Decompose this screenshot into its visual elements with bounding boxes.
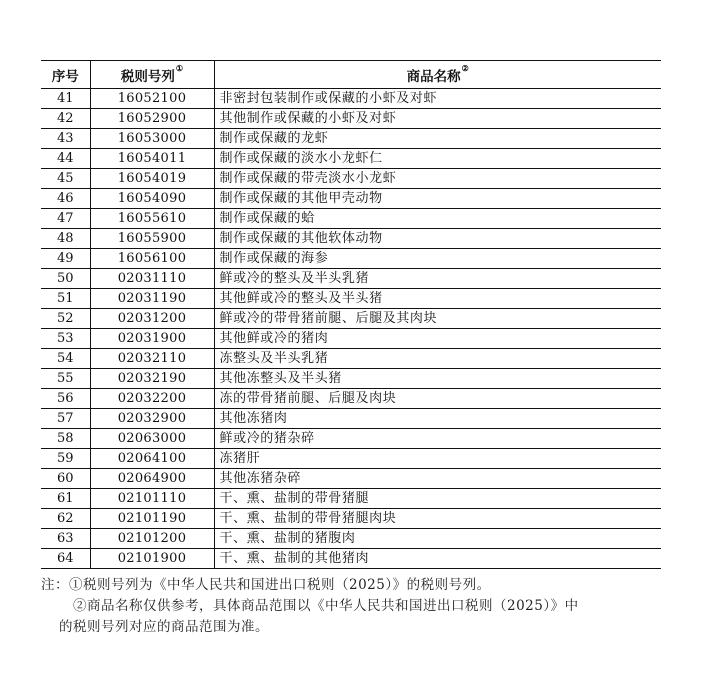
- footnote-marker-2: ②: [461, 62, 469, 73]
- footnote-2: ②商品名称仅供参考，具体商品范围以《中华人民共和国进出口税则（2025）》中: [73, 598, 579, 614]
- serial-number-cell: 64: [41, 549, 90, 569]
- table-row: [41, 369, 661, 389]
- serial-number-cell: 43: [41, 129, 90, 149]
- tariff-code-cell: 16055610: [90, 209, 214, 229]
- footnote-marker-1: ①: [175, 62, 184, 73]
- product-name-cell: 制作或保藏的其他软体动物: [214, 229, 661, 249]
- serial-number-cell: 46: [41, 189, 90, 209]
- tariff-code-cell: 02064100: [90, 449, 214, 469]
- product-name-cell: 制作或保藏的淡水小龙虾仁: [214, 149, 661, 169]
- table-row: [41, 109, 661, 129]
- serial-number-cell: 57: [41, 409, 90, 429]
- product-name-cell: 制作或保藏的带壳淡水小龙虾: [214, 169, 661, 189]
- product-name-cell: 制作或保藏的蛤: [214, 209, 661, 229]
- serial-number-cell: 50: [41, 269, 90, 289]
- serial-number-cell: 54: [41, 349, 90, 369]
- serial-number-cell: 48: [41, 229, 90, 249]
- tariff-code-cell: 02101190: [90, 509, 214, 529]
- table-row: [41, 489, 661, 509]
- product-name-cell: 冻整头及半头乳猪: [214, 349, 661, 369]
- table-row: [41, 529, 661, 549]
- table-row: [41, 229, 661, 249]
- tariff-code-cell: 16053000: [90, 129, 214, 149]
- product-name-cell: 干、熏、盐制的带骨猪腿: [214, 489, 661, 509]
- table-row: [41, 309, 661, 329]
- tariff-code-cell: 02032110: [90, 349, 214, 369]
- tariff-code-cell: 02064900: [90, 469, 214, 489]
- table-row: [41, 129, 661, 149]
- serial-number-cell: 62: [41, 509, 90, 529]
- table-row: [41, 269, 661, 289]
- product-name-cell: 鲜或冷的整头及半头乳猪: [214, 269, 661, 289]
- tariff-table: [41, 60, 661, 569]
- serial-number-cell: 58: [41, 429, 90, 449]
- product-name-cell: 干、熏、盐制的其他猪肉: [214, 549, 661, 569]
- table-row: [41, 429, 661, 449]
- table-row: [41, 189, 661, 209]
- table-row: [41, 209, 661, 229]
- serial-number-cell: 41: [41, 89, 90, 109]
- table-row: [41, 389, 661, 409]
- header-product-name: 商品名称②: [214, 61, 661, 89]
- serial-number-cell: 53: [41, 329, 90, 349]
- table-row: [41, 149, 661, 169]
- table-row: [41, 329, 661, 349]
- footnotes: [41, 575, 661, 638]
- serial-number-cell: 60: [41, 469, 90, 489]
- serial-number-cell: 59: [41, 449, 90, 469]
- product-name-cell: 其他鲜或冷的猪肉: [214, 329, 661, 349]
- table-row: [41, 449, 661, 469]
- serial-number-cell: 63: [41, 529, 90, 549]
- tariff-code-cell: 16052100: [90, 89, 214, 109]
- product-name-cell: 制作或保藏的海参: [214, 249, 661, 269]
- tariff-code-cell: 16052900: [90, 109, 214, 129]
- serial-number-cell: 56: [41, 389, 90, 409]
- product-name-cell: 冻猪肝: [214, 449, 661, 469]
- table-header-row: [41, 61, 661, 89]
- product-name-cell: 其他鲜或冷的整头及半头猪: [214, 289, 661, 309]
- tariff-code-cell: 02032190: [90, 369, 214, 389]
- tariff-code-cell: 02101900: [90, 549, 214, 569]
- product-name-cell: 其他冻猪杂碎: [214, 469, 661, 489]
- product-name-cell: 其他冻整头及半头猪: [214, 369, 661, 389]
- tariff-code-cell: 16054019: [90, 169, 214, 189]
- serial-number-cell: 61: [41, 489, 90, 509]
- tariff-code-cell: 16056100: [90, 249, 214, 269]
- table-row: [41, 409, 661, 429]
- tariff-code-cell: 02032200: [90, 389, 214, 409]
- product-name-cell: 制作或保藏的龙虾: [214, 129, 661, 149]
- tariff-code-cell: 02063000: [90, 429, 214, 449]
- table-row: [41, 89, 661, 109]
- serial-number-cell: 52: [41, 309, 90, 329]
- product-name-cell: 制作或保藏的其他甲壳动物: [214, 189, 661, 209]
- tariff-code-cell: 02031200: [90, 309, 214, 329]
- serial-number-cell: 49: [41, 249, 90, 269]
- product-name-cell: 非密封包装制作或保藏的小虾及对虾: [214, 89, 661, 109]
- product-name-cell: 其他制作或保藏的小虾及对虾: [214, 109, 661, 129]
- serial-number-cell: 44: [41, 149, 90, 169]
- product-name-cell: 冻的带骨猪前腿、后腿及肉块: [214, 389, 661, 409]
- table-body: [41, 89, 661, 569]
- serial-number-cell: 45: [41, 169, 90, 189]
- serial-number-cell: 47: [41, 209, 90, 229]
- tariff-code-cell: 02101110: [90, 489, 214, 509]
- header-tariff-code: 税则号列①: [90, 61, 214, 89]
- header-serial-number: 序号: [41, 61, 90, 89]
- table-row: [41, 289, 661, 309]
- footnote-2-continued: 的税则号列对应的商品范围为准。: [59, 619, 269, 635]
- serial-number-cell: 51: [41, 289, 90, 309]
- table-row: [41, 249, 661, 269]
- product-name-cell: 干、熏、盐制的猪腹肉: [214, 529, 661, 549]
- table-row: [41, 349, 661, 369]
- table-row: [41, 549, 661, 569]
- tariff-code-cell: 02031110: [90, 269, 214, 289]
- serial-number-cell: 42: [41, 109, 90, 129]
- tariff-code-cell: 02101200: [90, 529, 214, 549]
- product-name-cell: 其他冻猪肉: [214, 409, 661, 429]
- product-name-cell: 干、熏、盐制的带骨猪腿肉块: [214, 509, 661, 529]
- product-name-cell: 鲜或冷的带骨猪前腿、后腿及其肉块: [214, 309, 661, 329]
- serial-number-cell: 55: [41, 369, 90, 389]
- table-row: [41, 169, 661, 189]
- table-row: [41, 469, 661, 489]
- product-name-cell: 鲜或冷的猪杂碎: [214, 429, 661, 449]
- tariff-code-cell: 16054011: [90, 149, 214, 169]
- tariff-code-cell: 02032900: [90, 409, 214, 429]
- tariff-code-cell: 16055900: [90, 229, 214, 249]
- table-row: [41, 509, 661, 529]
- tariff-code-cell: 02031900: [90, 329, 214, 349]
- tariff-code-cell: 16054090: [90, 189, 214, 209]
- tariff-code-cell: 02031190: [90, 289, 214, 309]
- footnote-1: 注：①税则号列为《中华人民共和国进出口税则（2025）》的税则号列。: [41, 577, 491, 593]
